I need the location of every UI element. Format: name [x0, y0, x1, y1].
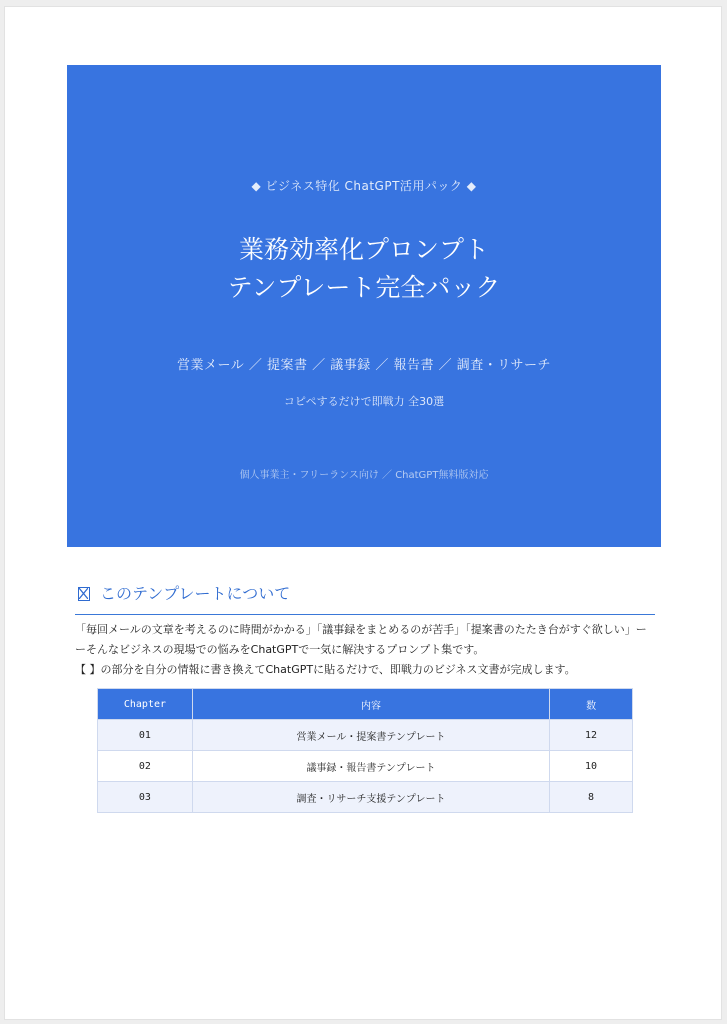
chapter-number: 01: [98, 720, 193, 751]
checkbox-cross-icon: [78, 587, 90, 601]
chapter-number: 03: [98, 782, 193, 813]
chapter-count: 10: [550, 751, 633, 782]
table-row: [98, 720, 633, 751]
table-header-row: [98, 689, 633, 720]
cover-title-line2: テンプレート完全パック: [227, 273, 501, 302]
table-row: [98, 751, 633, 782]
usage-paragraph: 【 】の部分を自分の情報に書き換えてChatGPTに貼るだけで、即戦力のビジネス文書が完成します。: [75, 663, 576, 676]
cover-footer: 個人事業主・フリーランス向け ／ ChatGPT無料版対応: [239, 470, 489, 481]
chapter-count: 12: [550, 720, 633, 751]
cover-categories: 営業メール ／ 提案書 ／ 議事録 ／ 報告書 ／ 調査・リサーチ: [176, 358, 552, 373]
section-heading: [75, 581, 655, 615]
chapter-table: [97, 688, 633, 813]
cover-subtitle: コピペするだけで即戦力 全30選: [283, 395, 445, 408]
cover-title: [67, 231, 661, 307]
cover-title-line1: 業務効率化プロンプト: [238, 235, 489, 264]
document-page: [4, 6, 722, 1020]
chapter-content: 議事録・報告書テンプレート: [192, 751, 549, 782]
intro-paragraph: 「毎回メールの文章を考えるのに時間がかかる」「議事録をまとめるのが苦手」「提案書のたたき台がすぐ欲しい」ーーそんなビジネスの現場での悩みをChatGPTで一気に解決するプロンプト集です。: [75, 623, 647, 656]
chapter-count: 8: [550, 782, 633, 813]
cover-tagline: ◆ ビジネス特化 ChatGPT活用パック ◆: [251, 179, 477, 193]
chapter-content: 営業メール・提案書テンプレート: [192, 720, 549, 751]
chapter-content: 調査・リサーチ支援テンプレート: [192, 782, 549, 813]
chapter-number: 02: [98, 751, 193, 782]
cover-block: [67, 65, 661, 547]
header-count: 数: [550, 689, 633, 720]
section-heading-text: このテンプレートについて: [100, 584, 291, 603]
header-chapter: Chapter: [98, 689, 193, 720]
table-row: [98, 782, 633, 813]
header-content: 内容: [192, 689, 549, 720]
